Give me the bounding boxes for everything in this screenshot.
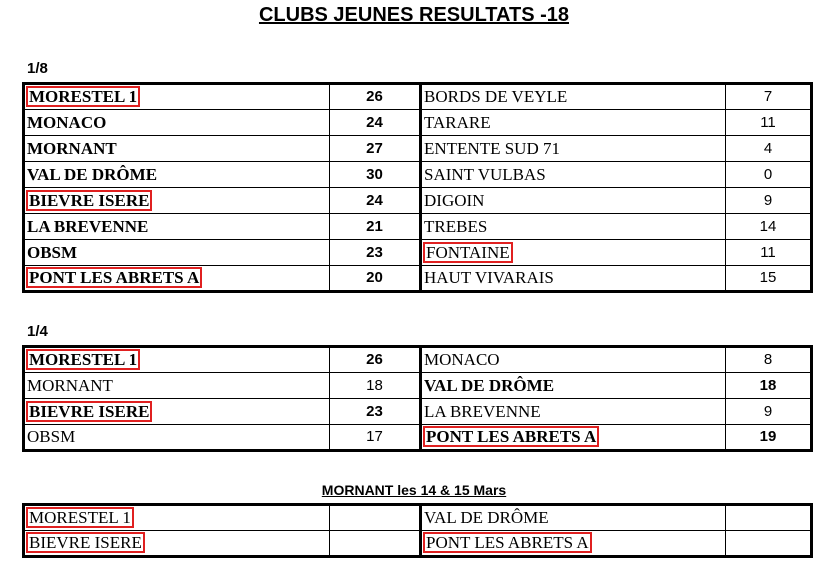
away-team: DIGOIN [424,190,485,210]
table-row [24,425,812,451]
table-row [24,531,812,557]
away-team: SAINT VULBAS [424,164,546,184]
away-score: 11 [726,240,812,266]
table-row [24,347,812,373]
away-score [726,505,812,531]
away-team: LA BREVENNE [424,401,541,421]
home-team: PONT LES ABRETS A [29,268,200,287]
table-row [24,214,812,240]
home-score: 26 [330,84,421,110]
page-title: CLUBS JEUNES RESULTATS -18 [258,4,570,26]
away-team: HAUT VIVARAIS [424,268,554,287]
away-score [726,531,812,557]
away-score: 0 [726,162,812,188]
away-team: PONT LES ABRETS A [426,533,589,552]
home-team: BIEVRE ISERE [29,190,150,210]
home-team: MORESTEL 1 [29,87,138,106]
home-team: BIEVRE ISERE [29,533,142,552]
away-team: ENTENTE SUD 71 [424,138,560,158]
home-score: 27 [330,136,421,162]
table-row [24,136,812,162]
away-score: 15 [726,266,812,292]
away-score: 14 [726,214,812,240]
home-score: 21 [330,214,421,240]
away-score: 18 [726,373,812,399]
home-score: 23 [330,240,421,266]
home-team: MORNANT [27,375,113,395]
table-row [24,240,812,266]
semi-finals-label: MORNANT les 14 & 15 Mars [321,482,507,498]
table-row [24,399,812,425]
home-score: 24 [330,110,421,136]
away-team: MONACO [424,350,500,369]
home-score: 18 [330,373,421,399]
away-team: PONT LES ABRETS A [426,427,597,446]
home-score: 26 [330,347,421,373]
away-team: VAL DE DRÔME [424,375,555,395]
quarter-finals-table [22,345,813,452]
home-team: OBSM [27,242,78,262]
away-score: 9 [726,188,812,214]
home-score: 30 [330,162,421,188]
home-score [330,505,421,531]
home-score: 20 [330,266,421,292]
home-team: MORNANT [27,138,117,158]
home-team: OBSM [27,427,76,446]
away-score: 8 [726,347,812,373]
quarter-finals-label: 1/4 [27,323,48,340]
home-score: 17 [330,425,421,451]
away-score: 7 [726,84,812,110]
away-score: 4 [726,136,812,162]
table-row [24,188,812,214]
round-of-16-label: 1/8 [27,60,48,77]
home-score [330,531,421,557]
away-team: FONTAINE [426,242,510,262]
table-row [24,84,812,110]
home-team: VAL DE DRÔME [27,164,158,184]
home-team: BIEVRE ISERE [29,401,150,421]
home-team: MORESTEL 1 [29,508,131,527]
table-row [24,266,812,292]
away-team: TREBES [424,216,488,236]
home-team: LA BREVENNE [27,216,149,236]
home-score: 24 [330,188,421,214]
home-team: MORESTEL 1 [29,350,138,369]
round-of-16-table [22,82,813,293]
away-score: 11 [726,110,812,136]
table-row [24,505,812,531]
away-team: VAL DE DRÔME [424,508,549,527]
away-score: 19 [726,425,812,451]
away-team: TARARE [424,112,491,132]
table-row [24,162,812,188]
home-team: MONACO [27,112,107,132]
table-row [24,373,812,399]
table-row [24,110,812,136]
away-score: 9 [726,399,812,425]
away-team: BORDS DE VEYLE [424,87,568,106]
semi-finals-table [22,503,813,558]
home-score: 23 [330,399,421,425]
